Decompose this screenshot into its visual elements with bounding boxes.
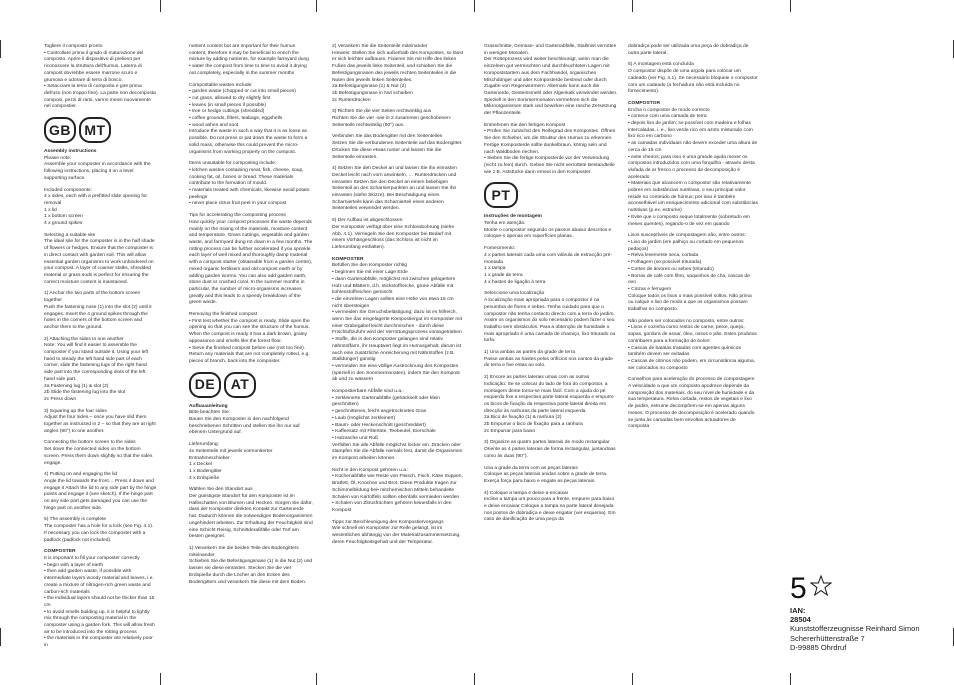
text-paragraph: Não podem ser colocados no composto, entre outros: • Lixos e cozinha como restos de carne, peixe, queijo, sopas, gordura de assar, óleo, ossos e pão. Estes produtos contribuem para a formação de bolor! • Cascas de batatas tratadas com agentes químicos também devem ser evitadas • Cascas de citrinos não podem, em circunstância alguma, ser colocados no composto: [628, 318, 757, 371]
text-paragraph: 5) A montagem está concluída O compostor dispõe de uma argola para colocar um cadeado (ver Fig. 4.1). Se necessário bloqueie o compostor com um cadeado (a fechadura não está incluída no fornecimento).: [628, 62, 758, 95]
text-paragraph: Tipps zur Beschleunigung des Kompostiervorgangs Wie schnell ein Komposter zur Reife gelangt, ist im wesentlichen abhängig von der Materialzusammensetzung, deren Feuchtigkeitsgehalt und der Temperatur.: [332, 519, 461, 545]
text-paragraph: 2) Verankern Sie die Seitenteile miteinander Hinweis: Stellen Sie sich außerhalb des Kompostes, so lässt er sich leichter aufbauen. Fixieren Sie mit Hilfe des linken Fußes das jeweils linke Seitenteil, und schieben Sie die Befestigungsnasen des jeweils rechten Seitenteiles in die Nuten des jeweils linken Seitenteiles. 2a Befestigungsnase (1) & Nut (2) 2b Befestigungsnase in Nut schieben 2c Runterdrücken: [332, 44, 464, 103]
text-paragraph: Entnehmen Sie den fertigen Kompost • Prüfen Sie zunächst den Reifegrad des Kompostes. Öffnen Sie den Schieber, um die Struktur des Humus zu erkennen. Fertige Komposterde sollte dunkelbraun, körnig sein und nach Waldboden riechen. • Sieben Sie die fertige Komposterde vor der Verwendung (nicht zu fein) durch. Geben Sie nicht verrottete Bestandteile wie z.B. Aststücke dann erneut in den Komposter.: [484, 122, 616, 175]
manufacturer-address: [790, 624, 920, 653]
crop-mark: [0, 628, 1, 646]
text-paragraph: Una a grade da terra com as peças laterais Coloque as peças laterais unidas sobre a grade de terra. Exerça força para baixo e engate as peças laterais.: [484, 465, 608, 484]
section-heading: Aufbauanleitung: [189, 403, 228, 409]
text-paragraph: 3) Organize as quatro partes laterais de modo rectangular Oriente as 4 partes laterais de forma rectangular, juntandoas como às duas (90°).: [484, 440, 616, 459]
text-paragraph: Togliere il composto pronto • Controllare prima il grado di maturazione del composto. Aprire il dispositivo di prelievo per riconoscere la struttura dell'humus. Laterra di compost dovrebbe essere marrone scuro e grumosa e odorare di terra di bosco. • Setacciare la terra di composta e gire prima dell'uso (non troppo fine). La parte non decomposta composi, pezzi di rami, vanno messi nuovamente nel compostier.: [44, 44, 156, 110]
section-heading: Instruções de montagem: [484, 214, 542, 220]
crop-mark: [0, 40, 1, 58]
text-column-3: [332, 44, 464, 552]
crop-mark: [316, 0, 317, 12]
text-paragraph: Connecting the bottom screen to the sides Set down the connected sides on the bottom screen. Press them down slightly so that the sides engage.: [44, 440, 153, 466]
crop-mark: [474, 0, 475, 12]
text-column-5: [628, 44, 758, 436]
text-paragraph: 5) Der Aufbau ist abgeschlossen Der Komposter verfügt über eine Schlossbohrung (siehe Abb. 4.1). Verriegeln Sie den Komposter bei Bedarf mit einem Vorhängeschloss (das Schloss ist nicht im Lieferumfang enthalten).: [332, 218, 455, 250]
text-paragraph: Please note: Assemble your composter in accordance with the following instructions, placing it on a level supporting surface.: [44, 155, 151, 181]
text-paragraph: Fornecimento: 4 x partes laterais cada uma com válvula de extracção pré-montada 1 x tampa 1 x grade de terra 4 x hastes de ligação à terra: [484, 246, 613, 285]
address-line: D-99885 Ohrdruf: [790, 643, 847, 652]
crop-mark: [632, 0, 633, 12]
page-number: 5: [790, 572, 807, 605]
text-paragraph: Compostable wastes include: • garden waste (chopped or cut into small pieces) • cut grass, allowed to dry slightly first • leaves (in small pieces if possible) • tree or hedge cuttings (shredded) • coffee grounds, filters, teabags, eggshells • wood ashes and soot Introduce the waste in such a way that it is as loose as possible. Do not press or pat down the waste to form a solid mass, otherwise this could prevent the micro-organisms from working properly on the compost.: [189, 82, 308, 155]
text-paragraph: Selecting a suitable site The ideal site for the composter is in the half shade of flowers or hedges. Ensure that the composter is in direct contact with garden soil. This will allow essential garden organisms to work unhindered on your compost. A layer of coarser stalks, shredded material or grass sods is perfect for ensuring the correct moisture content is maintained.: [44, 232, 155, 285]
language-badge-mt: MT: [79, 117, 111, 143]
text-paragraph: 3) Richten Sie die vier Seiten rechtwinklig aus Richten Sie die vier -wie in 2 zusammen geschobenen- Seitenteile rechtwinklig (90°) aus.: [332, 109, 452, 128]
text-paragraph: 2) Attaching the sides to one another Note: You will find it easier to assemble the composter if you stand outside it. Using your left hand to steady the left hand side part of each corner, slide the fastening lugs of the right hand side part into the corresponding slots of the left hand side part. 2a Fastening lug (1) & slot (2) 2b Slide the fastening lug into the slot 2c Press down: [44, 336, 149, 402]
text-paragraph: nutrient content but are important for their humus content, therefore it may be beneficial to enrich the mixture by adding nutrients, for example farmyard dung • water the compost from time to time to avoid it drying out completely, especially in the summer months: [189, 44, 309, 76]
crop-mark: [160, 673, 161, 685]
text-paragraph: Grasschnitte, Gemüse- und Gartenabfälle, Stallmist verrotten in wenigen Monaten. Der Rotteprozess wird weiter beschleunigt, wenn man die einzelnen gut vermischten und durchfeuchteten Lagen mit Kompoststartern aus dem Fachhandel, organischen Mischdünger und alter Komposterde bestreut oder durch Zugabe von Regenwürmern. Alternativ kann auch die Gartenerde, Gesteinsmehl oder Algenkalk verwendet werden. Speziell in den Sommermonaten vermehren sich die Mikroorganismen stark und bewirken eine rasche Zersetzung der Pflanzenteile.: [484, 44, 618, 117]
text-paragraph: 1) Una ambas as partes da grade de terra Passe ambas as hastes pelos orifícios nos cantos da grade de terra e fixe estas ao solo.: [484, 350, 613, 369]
crop-mark: [632, 673, 633, 685]
text-paragraph: Verbinden Sie das Bodengitter mit den Seitenteilen Setzen Sie die verbundenen Seitenteile auf das Bodengitter. Drücken Sie diese etwas runter und lassen Sie die Seitenteile einrasten.: [332, 134, 463, 160]
crop-mark: [474, 673, 475, 685]
section-heading: COMPOSTER: [44, 549, 76, 555]
language-badges: [189, 372, 313, 398]
text-paragraph: 1) Verankern Sie die beiden Teile des Bodengitters miteinander Schieben Sie die Befestigungsnase (1) in die Nut (2) und lassen sie diese einrasten. Stecken Sie die vier Erdspieße durch die Löcher an den Ecken des Bodengitters und verankern Sie diese mit dem Boden.: [189, 546, 313, 585]
crop-mark: [790, 0, 791, 12]
text-paragraph: It is important to fill your composter correctly • begin with a layer of earth • then add garden waste, if possible with intermediate layers woody material and leaves, i.e. create a mixture of nitrogen-rich green waste and carbon-rich materials • the individual layers should not be thicker than 15 cm • to avoid smells building up, it is helpful to lightly mix through the composting material in the composter using a garden fork. This will allow fresh air to be introduced into the rotting process • the materials in the composter are relatively poor in: [44, 556, 155, 649]
section-heading: KOMPOSTER: [332, 256, 364, 262]
crop-mark: [160, 0, 161, 12]
ian-number: IAN: 28504: [790, 606, 811, 624]
text-paragraph: Removing the finished compost • First test whether the compost is ready. Slide open the opening so that you can see the structure of the humus. When the compost is ready it has a dark brown, grainy appearance and smells like the forest floor. • Sieve the finished compost before use (not too fine). Return any materials that are not completely rotted, e.g. pieces of branch, back into the composter.: [189, 312, 310, 364]
text-paragraph: Included components: 4 x sides, each with a prefitted slide opening for removal 1 x lid 1 x bottom screen 4 x ground spikes: [44, 187, 148, 227]
language-badge-gb: GB: [44, 117, 76, 143]
text-paragraph: 4) Setzen Sie den Deckel an und lassen Sie ihn einrasten Deckel leicht nach vorn anwinkeln, … Runterdrücken und einrasten Setzen Sie den Deckel an einem beliebigen Seitenteil an den Scharnierpunkten an und lassen Sie ihn einrasten (siehe Skizze). Bei Beschädigung eines Scharnierteils kann das Scharnierteil eines anderen Seitenteiles verwendet werden.: [332, 166, 457, 212]
text-paragraph: 2) Encore as partes laterais umas com as outras Indicação: Se se colocar do lado de fora do compostor, a montagem deste torna-se mais fácil. Com a ajuda do pé esquerdo fixe a respectiva parte lateral esquerda e empurre os bicos de fixação da respectiva parte lateral direita em direcção às ranhuras da parte lateral esquerda. 2a Bico de fixação (1) & ranhura (2) 2b Empurrar o bico de fixação para a ranhura 2c Empurrar para baixo: [484, 375, 614, 434]
text-paragraph: Encha o compostor de modo correcto • comece com uma camada de terra • depois lixo de jardim; se possível com madeira e folhas intercaladas, i. e., lixo verde rico em azoto misturado com lixo rico em carbono • as camadas individuais não devem exceder uma altura de cerca de 15 cm • evite cheiros; para isso é uma grande ajuda mexer os compostos introduzidos com uma forquilha - através desta vlufada de ar fresco o processo de decomposição é acelerado • Materiais que alcancem o compostor são relativamente pobres em substâncias nutritivas, o seu principal valor reside no conteúdo de húmus; por isso é também aconselhável um enriquecimento adicional com substâncias nutritivas (p.ex. estrume) • Evite que o composto seque totalmente (sobretudo em meses quentes), regando-o de vez em quando: [628, 107, 758, 227]
text-paragraph: Befüllen Sie den Komposter richtig • beginnen Sie mit einer Lage Erde • dann Gartenabfälle, möglichst mit zwischen gelagertem Holz und Blättern, d.h. stickstoffreiche, grüne Abfälle mit kohlenstoffreichen gemischt • die einzelnen Lagen sollten eine Höhe von etwa 15 cm nicht übersteigen • vermeiden Sie Geruchsbelästigung; dazu ist es hilfreich, wenn Sie das eingelagerte Kompostiergut im Komposter mit einer Grabegabel leicht durchmischen - durch diese Frischluftzufuhr wird der Verrottungsprozess vorangetrieben • Stoffe, die in den Komposter gelangen sind relativ nährstoffarm, ihr Hauptwert liegt im Humusgehalt, darum ist auch eine zusätzliche Anreicherung mit Nährstoffen (z.B. Stalldünger) günstig • vermeiden Sie eine völlige Austrocknung des Kompostes (speziell in den Sommermonaten), indem Sie den Kompost ab und zu wässern: [332, 263, 462, 383]
text-paragraph: Seleccione uma localização A localização mais apropriada para o compostor é na penumbra de flores e sebes. Tenha cuidado para que o compostor não tenha contacto directo com a terra do jardim. Assim os organismos do solo necessário podem fazer o seu trabalho sem obstáculos. Para a obtenção de humidade o mais apropriado é uma camada de chamiço, lixo triturado ou turfa.: [484, 291, 616, 344]
text-paragraph: 1) Anchor the two parts of the bottom screen together Push the fastening nose (1) into the slot (2) until it engages. Insert the 4 ground spikes through the holes in the corners of the bottom screen and anchor them to the ground.: [44, 291, 152, 330]
language-badge-pt: PT: [484, 182, 518, 208]
text-paragraph: dobradiça pode ser utilizada uma peça de dobradiça de outra parte lateral.: [628, 44, 750, 56]
text-column-1: [44, 44, 157, 655]
star-icon: [810, 575, 832, 597]
crop-mark: [790, 673, 791, 685]
language-badges: [44, 117, 157, 143]
text-paragraph: Lieferumfang: 4x Seitenteile mit jeweils vormontierter Entnahmeschieber 1 x Deckel 1 x Bodengitter 4 x Erdspieße: [189, 442, 273, 481]
section-heading: COMPOSTOR: [628, 100, 660, 106]
text-column-4: [484, 44, 618, 529]
crop-mark: [316, 673, 317, 685]
text-column-2: [189, 44, 313, 591]
text-paragraph: Kompostierbare Abfälle sind u.a.: • zerkleinerte Gartenabfälle (gehäckselt oder klein geschnitten) • geschnittenes, leicht angetrocknetes Gras • Laub (möglichst zerkleinert) • Baum- oder Heckenschnitt (geschreddert) • Kaffeesatz mit Filtertüte, Teebeutel, Eierschale • Holzasche und Ruß Verfüllen Sie alle Abfälle möglichst locker ein. Drücken oder stampfen Sie die Abfälle niemals fest, damit die Organismen im Kompost arbeiten können.: [332, 389, 463, 462]
address-line: Kunststofferzeugnisse Reinhard Simon: [790, 624, 920, 633]
text-paragraph: 4) Putting on and engaging the lid Angle the lid towards the front… Press it down and engage it Attach the lid to any side part by the hinge points and engage it (see sketch). If the hinge part on any side part gets damaged you can use the hinge part on another side.: [44, 472, 157, 511]
text-paragraph: 4) Coloque a tampa e deixe-a encaixar Incline a tampa um pouco para a frente, empurre para baixo e deixe encaixar Coloque a tampa na parte lateral desejada nos pontos de dobradiça e deixe engatar (ver esquema). Em caso de danificação de uma peça da: [484, 490, 616, 523]
address-line: Schererhüttenstraße 7: [790, 633, 865, 643]
text-paragraph: Lixos susceptíveis de compostagem são, entre outros: • Lixo de jardim (em palhiço ou cortado em pequenos pedaços) • Relva levemente seca, cortada • Folhagem (se possível triturada) • Cortes de árvores ou sebes (triturado) • Borras de café com filtro, saquinhos de chá, cascas de ovo • Cinzas e ferrugem Coloque todos os lixos o mais possível soltos. Não prima ou calque o lixo de modo a que os organismos possam trabalhar no composto.: [628, 233, 752, 313]
text-paragraph: Tenha em atenção: Monte o compostor seguindo os passos abaixo descritos e coloque-o apenas em superfícies planas.: [484, 221, 612, 240]
text-paragraph: Nicht in den Kompost gehören u.a.: • Küchenabfälle wie Reste von Fleisch, Fisch, Käse Suppen, Bratfett, Öl, Knochen und Brot. Diese Produkte tragen zur Schimmelbildung bei• mitchemischen Mitteln behandelte Schalen von Kartoffeln sollten ebenfalls vermieden werden • Schalen von Zitrusfrüchten gehören keinesfalls in den Kompost: [332, 467, 463, 513]
text-paragraph: Wählen Sie den Standort aus Der günstigste Standort für den Komposter ist im Halbschatten von Blumen und Hecken. Sorgen Sie dafür, dass der Komposter direkten Kontakt zur Gartenerde hat. Dadurch können die notwendigen Bodenorganismen ungehindert arbeiten. Zur Erhaltung der Feuchtigkeit sind eine Schicht Reisig, Schnittderaßfälle oder Torf am besten geeignet.: [189, 487, 313, 540]
section-heading: Assembly instructions: [44, 149, 97, 155]
text-paragraph: 3) Squaring up the four sides Adjust the four sides – once you have slid them together as instructed in 2 – so that they are at right angles (90°) to one another.: [44, 408, 156, 434]
language-badge-de: DE: [189, 372, 221, 398]
text-paragraph: Conselhos para aceleração do processo de compostagem A velocidade a que um composto apodrece depende da composição dos materiais, do seu nível de humidade e da sua temperatura. Relva cortada, restos de vegetais e lixo de jardim, estrume decompõem-se em apenas alguns meses. O processo de decomposição é acelerado quando se junta às camadas bem envoltas actuadores de composta: [628, 377, 755, 430]
text-paragraph: Bitte beachten Sie: Bauen Sie den Komposter in den nachfolgend beschriebenen Schritten und stellen Sie ihn nur auf ebenem Untergrund auf.: [189, 410, 300, 436]
text-paragraph: 5) The assembly is complete The composter has a hole for a lock (see Fig. 4.1). If necessary you can lock the composter with a padlock (padlock not included).: [44, 517, 154, 543]
text-paragraph: Tips for accelerating the composting process How quickly your compost processes the waste depends mainly on the mixing of the materials, moisture content and temperature. Grass cuttings, vegetable and garden waste, and farmyard dung rot down in a few months. The rotting process can be further accelerated if you sprinkle each layer of well mixed and thoroughly damp material with a compost starter (obtainable from a garden centre), mixed organic fertilisers and old compost earth or by adding garden worms. You can also add garden earth, stone dust or crushed coral. In the summer months in particular, the number of micro-organisms increases greatly and this leads to a speedy breakdown of the green waste.: [189, 213, 313, 306]
language-badge-at: AT: [224, 372, 256, 398]
text-paragraph: Items unsuitable for composting include: • kitchen wastes containing meat, fish, cheese, soup, cooking fat, oil, bones or bread. These materials contribute to the formation of mould. • materials treated with chemicals, likewise avoid potato peelings • never place citrus fruit peel in your compost: [189, 161, 310, 207]
language-badges: [484, 182, 618, 208]
